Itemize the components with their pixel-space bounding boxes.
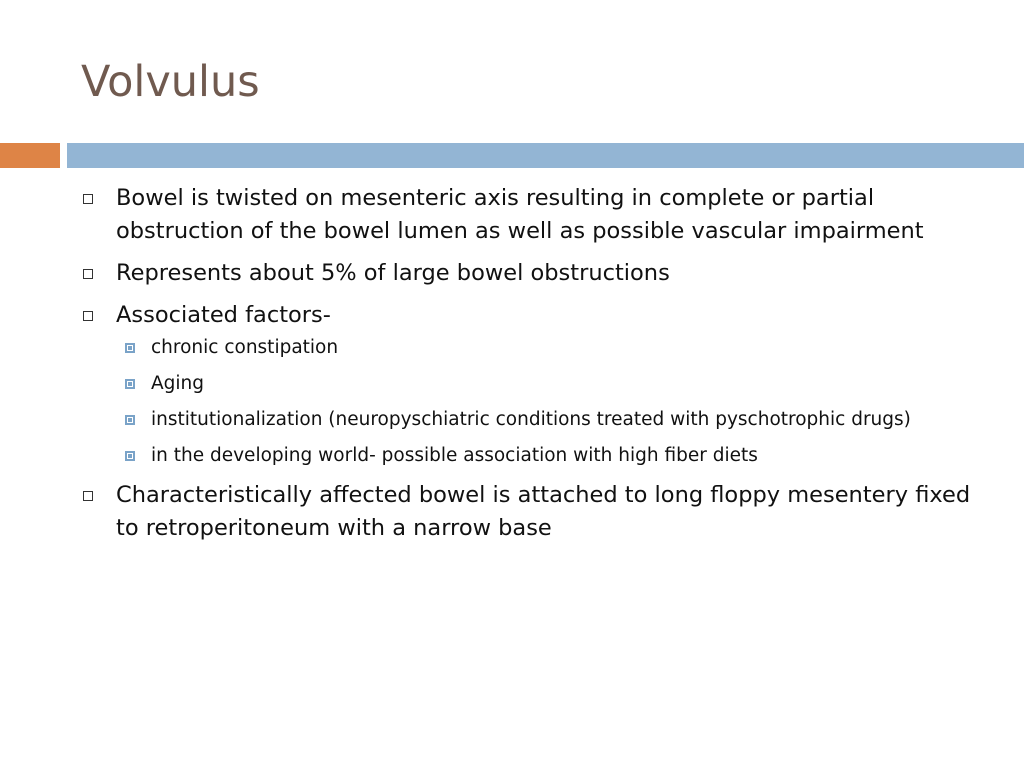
sub-bullet-item — [83, 443, 988, 469]
filled-square-icon — [125, 415, 135, 425]
bullet-item — [83, 182, 988, 248]
bullet-text: Characteristically affected bowel is attached to long floppy mesentery fixed to retroperitoneum with a narrow base — [116, 482, 971, 541]
bullet-list — [83, 182, 988, 554]
sub-bullet-item — [83, 371, 988, 397]
filled-square-icon — [125, 451, 135, 461]
filled-square-icon — [125, 343, 135, 353]
sub-bullet-text: Aging — [151, 373, 205, 394]
sub-bullet-text: chronic constipation — [151, 337, 339, 358]
hollow-square-icon — [83, 311, 93, 321]
accent-band — [0, 143, 60, 168]
sub-bullet-text: institutionalization (neuropyschiatric conditions treated with pyschotrophic drugs) — [151, 409, 911, 430]
bullet-item — [83, 257, 988, 290]
header-band — [67, 143, 1024, 168]
sub-bullet-item — [83, 335, 988, 361]
sub-bullet-text: in the developing world- possible association with high fiber diets — [151, 445, 758, 466]
bullet-text: Bowel is twisted on mesenteric axis resulting in complete or partial obstruction of the bowel lumen as well as possible vascular impairment — [116, 185, 924, 244]
hollow-square-icon — [83, 269, 93, 279]
filled-square-icon — [125, 379, 135, 389]
bullet-text: Represents about 5% of large bowel obstructions — [116, 260, 670, 286]
hollow-square-icon — [83, 491, 93, 501]
sub-bullet-item — [83, 407, 988, 433]
slide-title: Volvulus — [81, 57, 260, 107]
bullet-text: Associated factors- — [116, 302, 331, 328]
bullet-item — [83, 479, 988, 545]
sub-bullet-list — [83, 335, 988, 469]
bullet-item — [83, 299, 988, 332]
hollow-square-icon — [83, 194, 93, 204]
